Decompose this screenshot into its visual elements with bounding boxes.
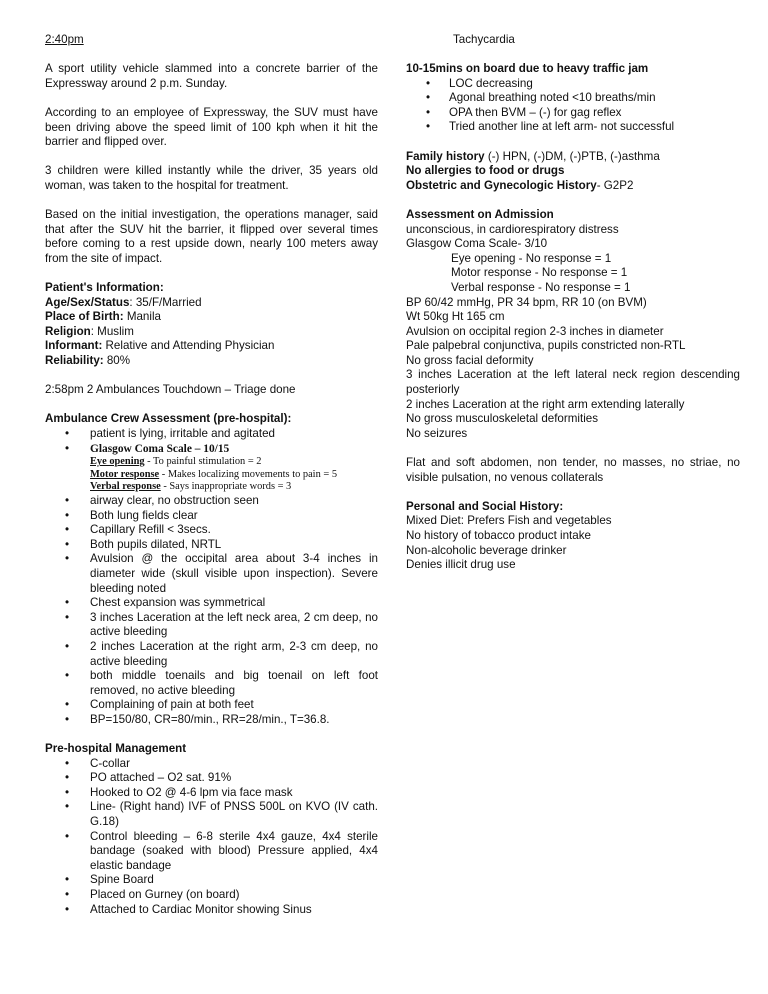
abdomen-findings: Flat and soft abdomen, non tender, no masses, no striae, no visible pulsation, no venous collaterals (406, 456, 740, 484)
gcs-verbal-value: - Says inappropriate words = 3 (160, 481, 292, 493)
family-history (406, 150, 740, 165)
age-sex-status (45, 296, 378, 311)
gcs-admission-verbal: Verbal response - No response = 1 (451, 280, 631, 294)
list-item: • airway clear, no obstruction seen (45, 494, 378, 509)
gcs-verbal (90, 481, 378, 494)
admission-line: 2 inches Laceration at the right arm extending laterally (406, 397, 685, 411)
list-item: • OPA then BVM – (-) for gag reflex (406, 106, 740, 121)
obstetric-label: Obstetric and Gynecologic History (406, 178, 597, 192)
social-line: Denies illicit drug use (406, 558, 516, 572)
list-item: • Line- (Right hand) IVF of PNSS 500L on KVO (IV cath. G.18) (45, 800, 378, 829)
on-board-heading: 10-15mins on board due to heavy traffic jam (406, 62, 649, 75)
news-paragraph-3: 3 children were killed instantly while the driver, 35 years old woman, was taken to the hospital for treatment. (45, 164, 378, 192)
age-label: Age/Sex/Status (45, 295, 130, 309)
gcs-verbal-key: Verbal response (90, 481, 161, 493)
list-item: • C-collar (45, 757, 378, 772)
list-item: • LOC decreasing (406, 77, 740, 92)
gcs-motor-key: Motor response (90, 468, 160, 480)
right-column (406, 33, 740, 573)
list-item: • 3 inches Laceration at the left neck area, 2 cm deep, no active bleeding (45, 611, 378, 640)
list-item: • BP=150/80, CR=80/min., RR=28/min., T=36.8. (45, 713, 378, 728)
gcs-eye-value: - To painful stimulation = 2 (144, 456, 262, 468)
news-paragraph-4: Based on the initial investigation, the operations manager, said that after the SUV hit the barrier, it flipped over several times before coming to a rest upside down, nearly 100 meters away from the site of impact. (45, 208, 378, 265)
list-item: • both middle toenails and big toenail on left foot removed, no active bleeding (45, 669, 378, 698)
history-section (406, 150, 740, 194)
list-item: • Placed on Gurney (on board) (45, 888, 378, 903)
family-history-label: Family history (406, 149, 485, 163)
list-item: • PO attached – O2 sat. 91% (45, 771, 378, 786)
left-column (45, 33, 378, 917)
admission-line: Glasgow Coma Scale- 3/10 (406, 237, 548, 251)
religion-value: : Muslim (90, 324, 134, 338)
gcs-motor-value: - Makes localizing movements to pain = 5 (159, 468, 338, 480)
religion (45, 325, 378, 340)
assessment-heading: Ambulance Crew Assessment (pre-hospital): (45, 412, 292, 426)
list-item: • Capillary Refill < 3secs. (45, 523, 378, 538)
gcs-admission-eye: Eye opening - No response = 1 (451, 251, 612, 265)
list-item: • Attached to Cardiac Monitor showing Sinus (45, 903, 378, 918)
patient-info-section (45, 281, 378, 369)
informant-label: Informant: (45, 339, 103, 353)
admission-line: unconscious, in cardiorespiratory distress (406, 222, 619, 236)
gcs-list-item (45, 442, 378, 494)
place-of-birth (45, 310, 378, 325)
list-item: • 2 inches Laceration at the right arm, 2-3 cm deep, no active bleeding (45, 640, 378, 669)
admission-line: No gross musculoskeletal deformities (406, 412, 599, 426)
assessment-list (45, 427, 378, 727)
social-line: Mixed Diet: Prefers Fish and vegetables (406, 514, 612, 528)
on-board-list (406, 77, 740, 135)
social-line: No history of tobacco product intake (406, 529, 591, 542)
list-item: • Tried another line at left arm- not successful (406, 120, 740, 135)
birth-value: Manila (123, 310, 161, 324)
informant-value: Relative and Attending Physician (102, 339, 275, 353)
admission-line: No gross facial deformity (406, 353, 534, 367)
allergies-line: No allergies to food or drugs (406, 164, 565, 178)
gcs-eye (90, 456, 378, 469)
management-list (45, 757, 378, 918)
age-value: : 35/F/Married (129, 295, 202, 309)
touchdown-line: 2:58pm 2 Ambulances Touchdown – Triage done (45, 383, 296, 397)
reliability-value: 80% (103, 354, 131, 368)
gcs-admission-motor: Motor response - No response = 1 (451, 266, 628, 280)
admission-line: Avulsion on occipital region 2-3 inches in diameter (406, 324, 664, 338)
obstetric-history (406, 179, 740, 194)
admission-line: No seizures (406, 426, 468, 440)
list-item: • Both pupils dilated, NRTL (45, 538, 378, 553)
family-history-value: (-) HPN, (-)DM, (-)PTB, (-)asthma (484, 149, 660, 163)
admission-line: 3 inches Laceration at the left lateral neck region descending posteriorly (406, 368, 740, 397)
admission-heading: Assessment on Admission (406, 207, 554, 221)
incident-time: 2:40pm (45, 33, 84, 46)
reliability (45, 354, 378, 369)
list-item: • Complaining of pain at both feet (45, 698, 378, 713)
list-item: • Chest expansion was symmetrical (45, 596, 378, 611)
list-item: • Spine Board (45, 873, 378, 888)
list-item: • Control bleeding – 6-8 sterile 4x4 gauze, 4x4 sterile bandage (soaked with blood) Pressure applied, 4x4 elastic bandage (45, 830, 378, 874)
gcs-eye-key: Eye opening (90, 456, 145, 468)
list-item: • Hooked to O2 @ 4-6 lpm via face mask (45, 786, 378, 801)
list-item: • patient is lying, irritable and agitated (45, 427, 378, 442)
social-history-heading: Personal and Social History: (406, 499, 564, 513)
list-item: • Agonal breathing noted <10 breaths/min (406, 91, 740, 106)
admission-line: Pale palpebral conjunctiva, pupils constricted non-RTL (406, 339, 686, 353)
obstetric-value: - G2P2 (596, 178, 634, 192)
gcs-heading: • Glasgow Coma Scale – 10/15 (90, 442, 230, 455)
patient-info-heading: Patient's Information: (45, 281, 164, 295)
admission-line: BP 60/42 mmHg, PR 34 bpm, RR 10 (on BVM) (406, 295, 647, 309)
news-paragraph-1: A sport utility vehicle slammed into a concrete barrier of the Expressway around 2 p.m. Sunday. (45, 62, 378, 90)
reliability-label: Reliability: (45, 354, 104, 368)
news-paragraph-2: According to an employee of Expressway, the SUV must have been driving above the speed limit of 100 kph when it hit the barrier and flipped over. (45, 105, 378, 149)
social-line: Non-alcoholic beverage drinker (406, 543, 567, 557)
admission-line: Wt 50kg Ht 165 cm (406, 310, 505, 324)
list-item: • Avulsion @ the occipital area about 3-4 inches in diameter wide (skull visible upon inspection). Severe bleeding noted (45, 552, 378, 596)
tachycardia-continuation: Tachycardia (453, 33, 515, 46)
informant (45, 339, 378, 354)
list-item: • Both lung fields clear (45, 509, 378, 524)
religion-label: Religion (45, 324, 91, 338)
birth-label: Place of Birth: (45, 310, 124, 324)
gcs-motor (90, 469, 378, 482)
management-heading: Pre-hospital Management (45, 742, 187, 756)
